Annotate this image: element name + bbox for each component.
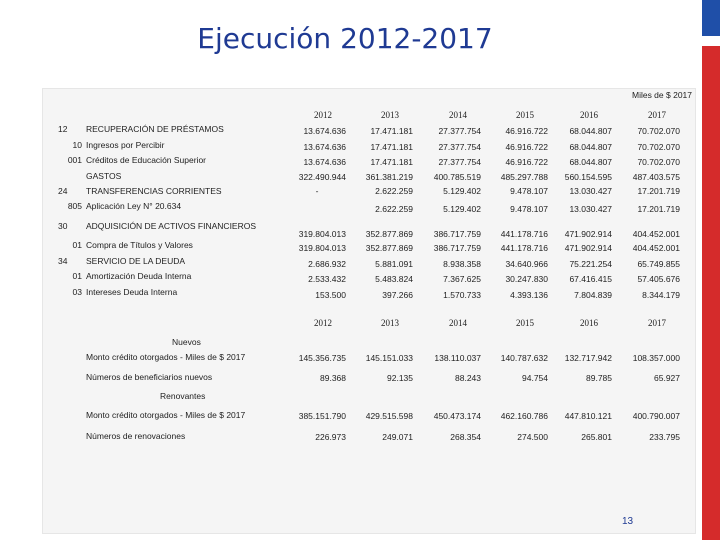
table-cell: 400.790.007 <box>632 411 680 421</box>
table-cell: 17.471.181 <box>370 142 413 152</box>
table-cell: 441.178.716 <box>500 243 548 253</box>
table-cell: 274.500 <box>517 432 548 442</box>
table-cell: 265.801 <box>581 432 612 442</box>
flag-red-block <box>702 46 720 540</box>
table-cell: - <box>315 186 319 196</box>
row-label: TRANSFERENCIAS CORRIENTES <box>86 186 222 196</box>
table-cell: 249.071 <box>382 432 413 442</box>
table-cell: 75.221.254 <box>569 259 612 269</box>
table-cell: 485.297.788 <box>500 172 548 182</box>
row-label: Créditos de Educación Superior <box>86 155 207 165</box>
row-subcode: 10 <box>72 140 82 150</box>
table-cell: 65.749.855 <box>637 259 680 269</box>
year-header: 2012 <box>314 110 332 120</box>
table-cell: 487.403.575 <box>632 172 680 182</box>
table-cell: 471.902.914 <box>564 229 612 239</box>
row-label: Monto crédito otorgados - Miles de $ 2017 <box>86 352 246 362</box>
table-cell: 30.247.830 <box>505 274 548 284</box>
flag-blue-block <box>702 0 720 36</box>
row-subcode: 805 <box>67 201 82 211</box>
table-cell: 560.154.595 <box>564 172 612 182</box>
table-cell: 13.030.427 <box>569 186 612 196</box>
table-cell: 8.344.179 <box>642 290 680 300</box>
table-cell: 68.044.807 <box>569 142 612 152</box>
year-header: 2015 <box>516 318 534 328</box>
table-cell: 13.674.636 <box>303 142 346 152</box>
section-heading-renovantes: Renovantes <box>160 391 206 401</box>
table-cell: 386.717.759 <box>433 243 481 253</box>
table-cell: 145.356.735 <box>298 353 346 363</box>
table-cell: 386.717.759 <box>433 229 481 239</box>
row-subcode: 001 <box>67 155 82 165</box>
row-subcode: 03 <box>72 287 82 297</box>
table-cell: 13.674.636 <box>303 157 346 167</box>
table-cell: 70.702.070 <box>637 126 680 136</box>
table-cell: 17.471.181 <box>370 126 413 136</box>
table-cell: 4.393.136 <box>510 290 548 300</box>
table-cell: 385.151.790 <box>298 411 346 421</box>
row-subcode: 01 <box>72 271 82 281</box>
table-cell: 5.881.091 <box>375 259 413 269</box>
table-cell: 88.243 <box>455 373 481 383</box>
table-cell: 233.795 <box>649 432 680 442</box>
table-cell: 27.377.754 <box>438 126 481 136</box>
table-cell: 397.266 <box>382 290 413 300</box>
row-label: Aplicación Ley N° 20.634 <box>86 201 182 211</box>
table-cell: 268.354 <box>450 432 481 442</box>
table-cell: 462.160.786 <box>500 411 548 421</box>
year-header: 2015 <box>516 110 534 120</box>
year-header: 2017 <box>648 110 666 120</box>
table-cell: 2.622.259 <box>375 186 413 196</box>
row-label: Monto crédito otorgados - Miles de $ 2017 <box>86 410 246 420</box>
table-cell: 361.381.219 <box>365 172 413 182</box>
units-note: Miles de $ 2017 <box>631 90 692 100</box>
year-header: 2016 <box>580 110 598 120</box>
row-label: SERVICIO DE LA DEUDA <box>86 256 186 266</box>
row-label: Ingresos por Percibir <box>86 140 165 150</box>
flag-white-block <box>702 36 720 46</box>
year-header: 2017 <box>648 318 666 328</box>
table-cell: 17.471.181 <box>370 157 413 167</box>
page-number: 13 <box>622 516 634 527</box>
year-header: 2014 <box>449 318 467 328</box>
flag-stripe <box>702 0 720 540</box>
row-label: RECUPERACIÓN DE PRÉSTAMOS <box>86 124 224 134</box>
table-cell: 153.500 <box>315 290 346 300</box>
table-cell: 68.044.807 <box>569 126 612 136</box>
table-cell: 13.674.636 <box>303 126 346 136</box>
table-cell: 447.810.121 <box>564 411 612 421</box>
table-cell: 46.916.722 <box>505 126 548 136</box>
year-header: 2016 <box>580 318 598 328</box>
table-cell: 132.717.942 <box>564 353 612 363</box>
row-code: 24 <box>58 186 68 196</box>
row-code: 34 <box>58 256 68 266</box>
page-title: Ejecución 2012-2017 <box>197 22 493 55</box>
table-cell: 319.804.013 <box>298 229 346 239</box>
table-cell: 67.416.415 <box>569 274 612 284</box>
table-cell: 404.452.001 <box>632 229 680 239</box>
table-cell: 34.640.966 <box>505 259 548 269</box>
table-cell: 5.129.402 <box>443 186 481 196</box>
table-cell: 404.452.001 <box>632 243 680 253</box>
table-cell: 17.201.719 <box>637 186 680 196</box>
table-cell: 429.515.598 <box>365 411 413 421</box>
row-code: 12 <box>58 124 68 134</box>
row-label: ADQUISICIÓN DE ACTIVOS FINANCIEROS <box>86 221 257 231</box>
table-cell: 145.151.033 <box>365 353 413 363</box>
row-label: Intereses Deuda Interna <box>86 287 178 297</box>
table-cell: 7.804.839 <box>574 290 612 300</box>
table-cell: 441.178.716 <box>500 229 548 239</box>
table-cell: 9.478.107 <box>510 186 548 196</box>
row-label: Números de beneficiarios nuevos <box>86 372 213 382</box>
row-label: Compra de Títulos y Valores <box>86 240 193 250</box>
table-cell: 89.368 <box>320 373 346 383</box>
row-label: Números de renovaciones <box>86 431 186 441</box>
table-cell: 5.483.824 <box>375 274 413 284</box>
year-header: 2014 <box>449 110 467 120</box>
table-cell: 400.785.519 <box>433 172 481 182</box>
row-label: Amortización Deuda Interna <box>86 271 192 281</box>
section-heading-nuevos: Nuevos <box>172 337 201 347</box>
table-cell: 7.367.625 <box>443 274 481 284</box>
table-cell: 471.902.914 <box>564 243 612 253</box>
table-cell: 46.916.722 <box>505 157 548 167</box>
row-code: 30 <box>58 221 68 231</box>
table-cell: 70.702.070 <box>637 142 680 152</box>
table-cell: 322.490.944 <box>298 172 346 182</box>
table-cell: 5.129.402 <box>443 204 481 214</box>
table-cell: 226.973 <box>315 432 346 442</box>
table-cell: 2.622.259 <box>375 204 413 214</box>
table-cell: 8.938.358 <box>443 259 481 269</box>
table-cell: 27.377.754 <box>438 142 481 152</box>
table-cell: 2.686.932 <box>308 259 346 269</box>
table-cell: 46.916.722 <box>505 142 548 152</box>
table-cell: 17.201.719 <box>637 204 680 214</box>
table-cell: 92.135 <box>387 373 413 383</box>
table-cell: 138.110.037 <box>434 353 481 363</box>
year-header: 2012 <box>314 318 332 328</box>
row-label: GASTOS <box>86 171 122 181</box>
table-cell: 450.473.174 <box>433 411 481 421</box>
table-cell: 352.877.869 <box>365 229 413 239</box>
table-cell: 352.877.869 <box>365 243 413 253</box>
table-cell: 319.804.013 <box>298 243 346 253</box>
table-cell: 1.570.733 <box>443 290 481 300</box>
table-cell: 108.357.000 <box>632 353 680 363</box>
table-cell: 13.030.427 <box>569 204 612 214</box>
table-cell: 9.478.107 <box>510 204 548 214</box>
row-subcode: 01 <box>72 240 82 250</box>
year-header: 2013 <box>381 110 399 120</box>
table-cell: 94.754 <box>522 373 548 383</box>
table-cell: 68.044.807 <box>569 157 612 167</box>
table-cell: 65.927 <box>654 373 680 383</box>
table-cell: 70.702.070 <box>637 157 680 167</box>
table-cell: 89.785 <box>586 373 612 383</box>
table-cell: 57.405.676 <box>637 274 680 284</box>
table-cell: 27.377.754 <box>438 157 481 167</box>
table-cell: 2.533.432 <box>308 274 346 284</box>
year-header: 2013 <box>381 318 399 328</box>
table-cell: 140.787.632 <box>500 353 548 363</box>
